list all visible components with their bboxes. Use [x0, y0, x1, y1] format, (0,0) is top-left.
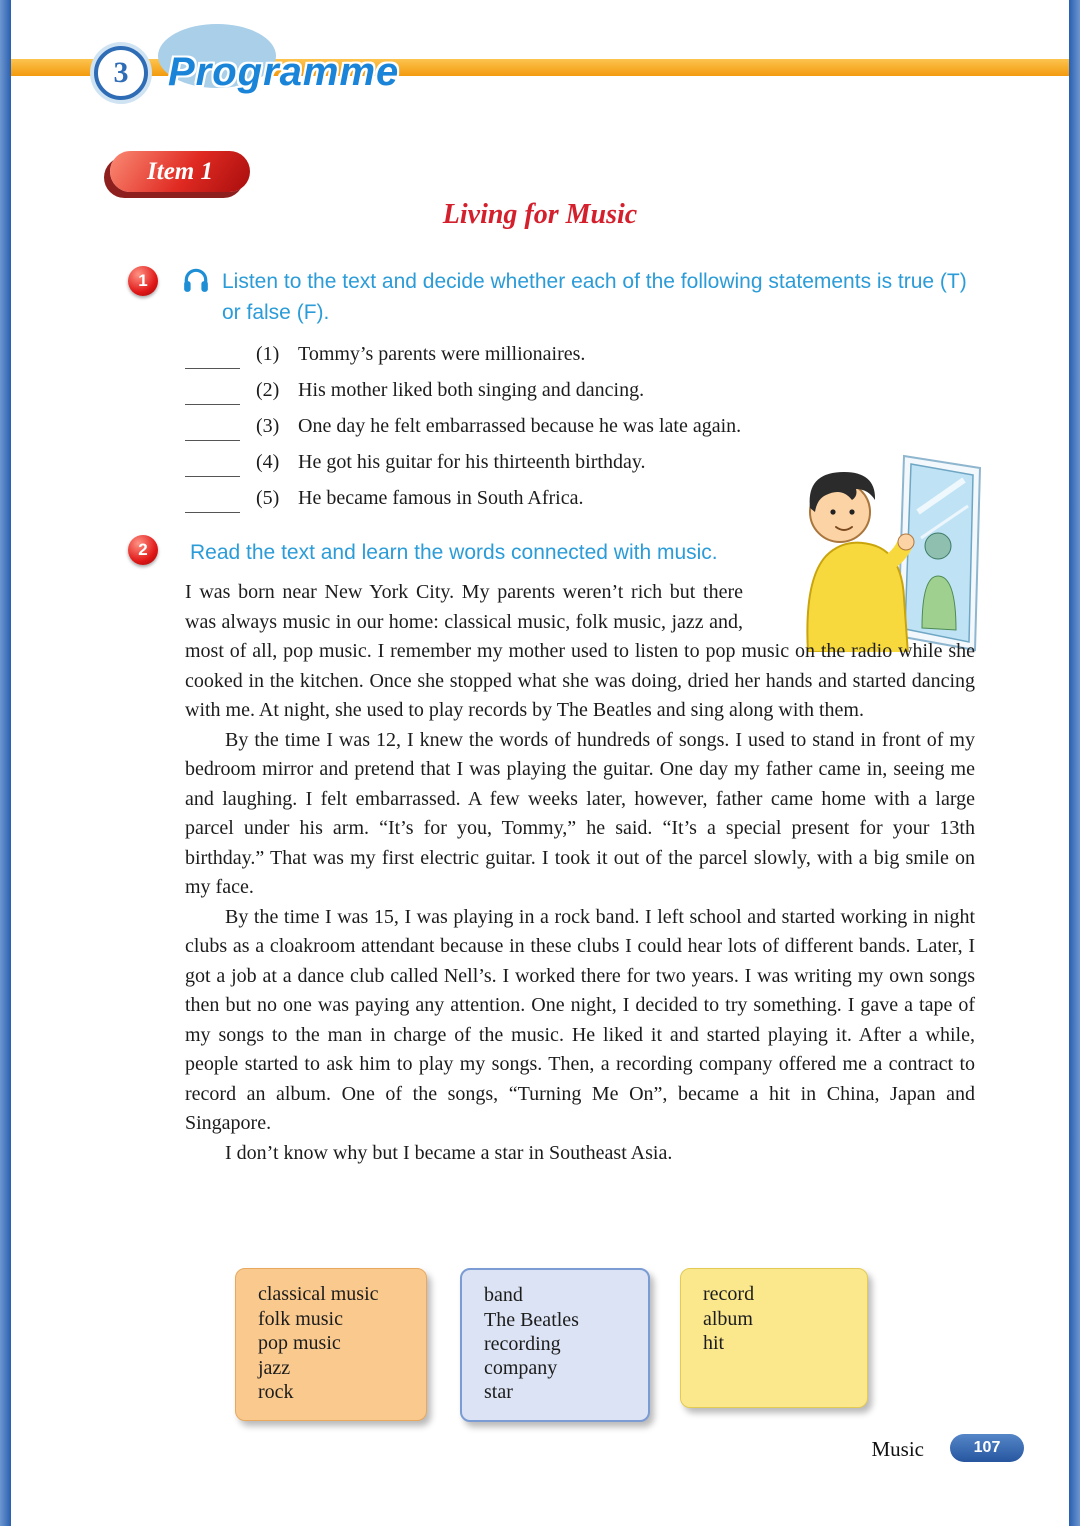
answer-blank-4[interactable] — [185, 453, 240, 477]
statement-row — [185, 376, 975, 405]
statement-number: (4) — [256, 451, 280, 473]
word-item: record — [703, 1283, 755, 1305]
word-item: classical music — [258, 1283, 379, 1305]
word-item: rock — [258, 1381, 294, 1403]
exercise1-instruction: Listen to the text and decide whether each of the following statements is true (T) or false (F). — [222, 270, 967, 324]
statement-row — [185, 340, 975, 369]
exercise2-number: 2 — [138, 540, 148, 559]
answer-blank-1[interactable] — [185, 345, 240, 369]
word-item: hit — [703, 1332, 725, 1354]
statement-number: (5) — [256, 487, 280, 509]
illustration-spacer — [743, 578, 975, 637]
answer-blank-3[interactable] — [185, 417, 240, 441]
word-box-music-business — [460, 1268, 650, 1422]
section-title: Living for Music — [442, 199, 638, 230]
passage-paragraph-3: By the time I was 15, I was playing in a rock band. I left school and started working in night clubs as a cloakroom attendant because in these clubs I could hear lots of different bands. Later, I got a job at a dance club called Nell’s. I worked there for two years. I was writing my own songs then but no one was paying any attention. One night, I decided to try something. I gave a tape of my songs to the man in charge of the music. He liked it and started playing it. After a while, people started to ask him to play my songs. Then, a recording company offered me a contract to record an album. One of the songs, “Turning Me On”, became a hit in China, Japan and Singapore. — [185, 905, 975, 1134]
exercise1-number-badge — [128, 266, 158, 296]
page-number-pill — [950, 1434, 1024, 1462]
headphones-icon — [182, 266, 210, 299]
unit-title: Programme — [168, 50, 400, 94]
word-box-genres — [235, 1268, 427, 1421]
word-item: jazz — [258, 1356, 291, 1379]
word-item: band — [484, 1284, 523, 1306]
exercise2-number-badge — [128, 535, 158, 565]
statement-text: He became famous in South Africa. — [298, 487, 584, 509]
word-item: pop music — [258, 1332, 341, 1354]
page-number: 107 — [973, 1439, 1001, 1456]
statement-number: (3) — [256, 415, 280, 437]
statement-number: (2) — [256, 379, 280, 401]
statement-text: One day he felt embarrassed because he was late again. — [298, 415, 742, 437]
reading-passage — [185, 578, 975, 1168]
word-item: folk music — [258, 1307, 343, 1330]
statement-text: His mother liked both singing and dancing. — [298, 379, 645, 401]
word-box-records — [680, 1268, 868, 1408]
unit-number-badge — [94, 46, 148, 100]
word-item: recording company — [484, 1333, 561, 1379]
statement-text: Tommy’s parents were millionaires. — [298, 343, 586, 365]
item-badge-label: Item 1 — [147, 157, 213, 185]
statement-row — [185, 412, 975, 441]
word-item: star — [484, 1381, 513, 1403]
item-badge — [110, 151, 250, 192]
statement-number: (1) — [256, 343, 280, 365]
unit-number: 3 — [113, 56, 129, 89]
word-item: The Beatles — [484, 1308, 579, 1331]
word-item: album — [703, 1307, 753, 1330]
answer-blank-5[interactable] — [185, 489, 240, 513]
footer-section-label: Music — [871, 1437, 924, 1461]
passage-paragraph-2: By the time I was 12, I knew the words of hundreds of songs. I used to stand in front of my bedroom mirror and pretend that I was playing the guitar. One day my father came in, seeing me and laughing. I felt embarrassed. A few weeks later, however, father came home with a large parcel under his arm. “It’s for you, Tommy,” he said. “It’s a special present for your 13th birthday.” That was my first electric guitar. I took it out of the parcel slowly, with a big smile on my face. — [185, 728, 975, 898]
statement-text: He got his guitar for his thirteenth birthday. — [298, 451, 646, 473]
answer-blank-2[interactable] — [185, 381, 240, 405]
exercise2-instruction: Read the text and learn the words connected with music. — [190, 541, 718, 564]
exercise1-number: 1 — [138, 271, 148, 290]
passage-paragraph-1: I was born near New York City. My parents weren’t rich but there was always music in our home: classical music, folk music, jazz and, most of all, pop music. I remember my mother used to listen to pop music on the radio while she cooked in the kitchen. Once she stopped what she was doing, dried her hands and started dancing with me. At night, she used to play records by The Beatles and sing along with them. — [185, 581, 975, 721]
passage-paragraph-4: I don’t know why but I became a star in Southeast Asia. — [225, 1141, 673, 1164]
